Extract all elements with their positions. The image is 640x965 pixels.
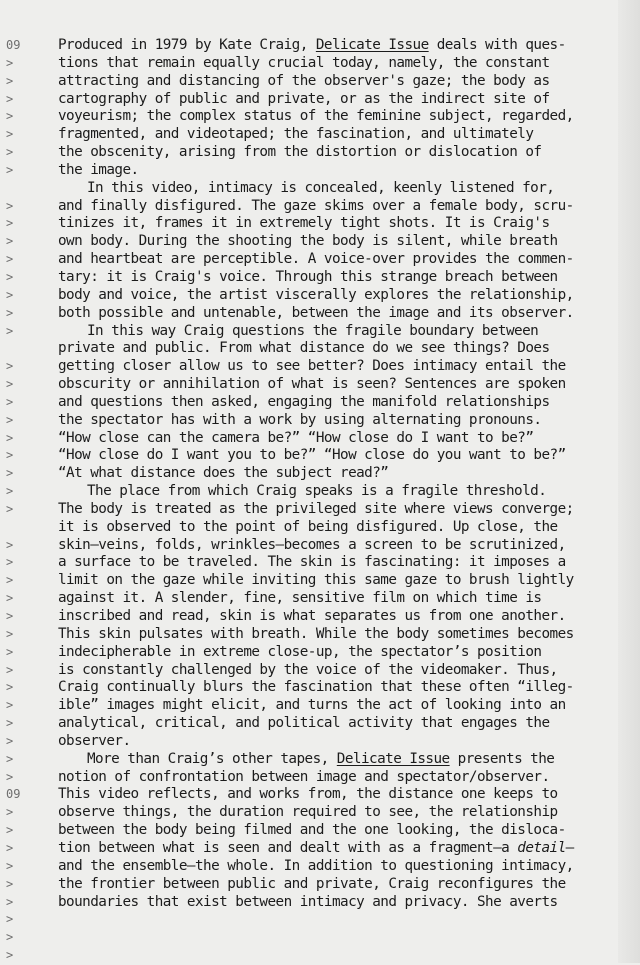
text-line [58,269,640,287]
margin-line-markers [6,37,26,965]
line-marker: > [6,733,14,748]
text-segment: against it. A slender, fine, sensitive film on which time is [58,590,542,607]
text-segment: ible” images might elicit, and turns the act of looking into an [58,697,566,714]
text-line [58,198,640,216]
line-marker: > [6,876,14,891]
line-marker: > [6,109,14,124]
text-segment: own body. During the shooting the body is silent, while breath [58,233,558,250]
text-segment: obscurity or annihilation of what is seen? Sentences are spoken [58,376,566,393]
line-marker: > [6,698,14,713]
text-segment: Produced in 1979 by Kate Craig, [58,37,316,53]
text-line [58,233,640,251]
line-marker: > [6,394,14,409]
text-segment: indecipherable in extreme close-up, the spectator’s position [58,643,542,660]
text-line [58,572,640,590]
line-marker: > [6,448,14,463]
text-segment: the image. [58,161,139,178]
text-line [58,394,640,412]
emphasis-text: detail [517,839,566,856]
line-marker: > [6,769,14,784]
line-marker: > [6,573,14,588]
title-reference: Delicate Issue [336,750,450,767]
text-segment: presents the [449,750,555,767]
text-segment: observer. [58,732,131,749]
line-marker: > [6,501,14,516]
line-marker: > [6,858,14,873]
text-line [58,608,640,626]
text-line [58,876,640,894]
line-marker: > [6,609,14,623]
line-marker: > [6,198,14,213]
line-marker: > [6,287,14,302]
line-marker: > [6,948,14,963]
text-segment: body and voice, the artist viscerally explores the relationship, [58,286,574,303]
text-segment: inscribed and read, skin is what separates us from one another. [58,608,566,624]
page-number-marker: 09 [6,38,21,52]
text-segment: skin—veins, folds, wrinkles—becomes a screen to be scrutinized, [58,536,566,553]
text-segment: and the ensemble—the whole. In addition to questioning intimacy, [58,857,574,874]
text-segment: notion of confrontation between image and spectator/observer. [58,768,550,785]
line-marker: > [6,555,14,570]
text-line [58,769,640,787]
text-line [58,751,640,769]
text-line [58,519,640,537]
text-segment: — [565,839,574,856]
text-line [58,287,640,305]
text-segment: tions that remain equally crucial today, namely, the constant [58,54,550,71]
text-line [58,822,640,840]
text-segment: the obscenity, arising from the distortion or dislocation of [58,144,542,161]
text-line [58,376,640,394]
line-marker [6,180,26,198]
text-segment: boundaries that exist between intimacy and privacy. She averts [58,893,558,910]
line-marker: > [6,216,14,231]
line-marker: > [6,252,14,267]
text-line [58,626,640,644]
text-segment: the frontier between public and private, Craig reconfigures the [58,875,566,892]
line-marker: > [6,466,14,481]
text-segment: fragmented, and videotaped; the fascination, and ultimately [58,126,534,143]
text-line [58,73,640,91]
line-marker: > [6,430,14,445]
text-segment: and questions then asked, engaging the manifold relationships [58,393,550,410]
line-marker [6,519,26,537]
text-segment: This skin pulsates with breath. While the body sometimes becomes [58,625,574,642]
text-segment: is constantly challenged by the voice of the videomaker. Thus, [58,661,558,678]
text-segment: “At what distance does the subject read?” [58,465,389,482]
line-marker: > [6,626,14,641]
text-line [58,162,640,180]
line-marker: > [6,127,14,142]
text-segment: cartography of public and private, or as the indirect site of [58,90,550,107]
text-segment: tion between what is seen and dealt with as a fragment—a [58,839,518,856]
text-line [58,840,640,858]
text-segment: between the body being filmed and the one looking, the disloca- [58,822,566,839]
line-marker: > [6,359,14,374]
text-line [58,180,640,198]
text-segment: deals with ques- [428,37,566,53]
line-marker: > [6,912,14,927]
line-marker: > [6,716,14,731]
text-line [58,144,640,162]
text-line [58,786,640,804]
text-line [58,108,640,126]
line-marker: > [6,840,14,855]
text-segment: More than Craig’s other tapes, [87,750,337,767]
line-marker: > [6,91,14,106]
line-marker: > [6,73,14,88]
line-marker: > [6,269,14,284]
line-marker: > [6,644,14,659]
text-line [58,323,640,341]
text-line [58,590,640,608]
line-marker: > [6,305,14,320]
line-marker: > [6,894,14,909]
line-marker: > [6,234,14,249]
line-marker: > [6,162,14,177]
text-line [58,340,640,358]
text-segment: The place from which Craig speaks is a fragile threshold. [87,483,547,500]
text-segment: This video reflects, and works from, the distance one keeps to [58,786,558,803]
line-marker: > [6,145,14,160]
text-line [58,858,640,876]
text-line [58,697,640,715]
text-line [58,447,640,465]
text-segment: it is observed to the point of being disfigured. Up close, the [58,518,558,535]
line-marker: > [6,591,14,606]
text-segment: The body is treated as the privileged site where views converge; [58,500,574,517]
line-marker: > [6,55,14,70]
line-marker: > [6,412,14,427]
text-segment: limit on the gaze while inviting this same gaze to brush lightly [58,572,574,589]
text-segment: attracting and distancing of the observer's gaze; the body as [58,72,550,89]
text-line [58,215,640,233]
text-segment: Craig continually blurs the fascination that these often “illeg- [58,679,574,696]
essay-text-column [58,37,640,911]
line-marker: > [6,805,14,820]
text-line [58,662,640,680]
text-line [58,37,640,55]
text-segment: In this way Craig questions the fragile boundary between [87,322,539,339]
text-line [58,251,640,269]
text-segment: a surface to be traveled. The skin is fascinating: it imposes a [58,554,566,571]
text-line [58,715,640,733]
text-segment: “How close do I want you to be?” “How close do you want to be?” [58,447,566,464]
text-line [58,483,640,501]
text-line [58,126,640,144]
text-segment: tary: it is Craig's voice. Through this strange breach between [58,268,558,285]
text-segment: analytical, critical, and political activity that engages the [58,715,550,732]
line-marker: > [6,751,14,766]
text-segment: and finally disfigured. The gaze skims over a female body, scru- [58,197,574,214]
line-marker [6,340,26,358]
text-line [58,537,640,555]
text-line [58,55,640,73]
line-marker: > [6,537,14,552]
text-segment: voyeurism; the complex status of the feminine subject, regarded, [58,108,574,125]
text-segment: the spectator has with a work by using alternating pronouns. [58,411,542,428]
line-marker: > [6,484,14,499]
text-line [58,554,640,572]
line-marker: > [6,930,14,945]
text-segment: observe things, the duration required to see, the relationship [58,804,558,821]
title-reference: Delicate Issue [315,37,429,53]
line-marker: > [6,662,14,677]
text-line [58,91,640,109]
line-marker: > [6,377,14,392]
text-segment: getting closer allow us to see better? Does intimacy entail the [58,358,566,375]
text-line [58,305,640,323]
text-segment: private and public. From what distance do we see things? Does [58,340,550,357]
text-segment: both possible and untenable, between the image and its observer. [58,304,574,321]
text-segment: In this video, intimacy is concealed, keenly listened for, [87,179,555,196]
text-line [58,501,640,519]
text-line [58,804,640,822]
line-marker: > [6,823,14,838]
page-number-marker: 09 [6,787,21,802]
text-line [58,465,640,483]
text-line [58,733,640,751]
text-line [58,679,640,697]
text-segment: “How close can the camera be?” “How close do I want to be?” [58,429,534,446]
text-line [58,430,640,448]
line-marker: > [6,323,14,338]
text-line [58,644,640,662]
text-line [58,358,640,376]
line-marker: > [6,680,14,695]
text-line [58,894,640,912]
text-segment: and heartbeat are perceptible. A voice-over provides the commen- [58,251,574,268]
text-segment: tinizes it, frames it in extremely tight shots. It is Craig's [58,215,550,232]
text-line [58,412,640,430]
